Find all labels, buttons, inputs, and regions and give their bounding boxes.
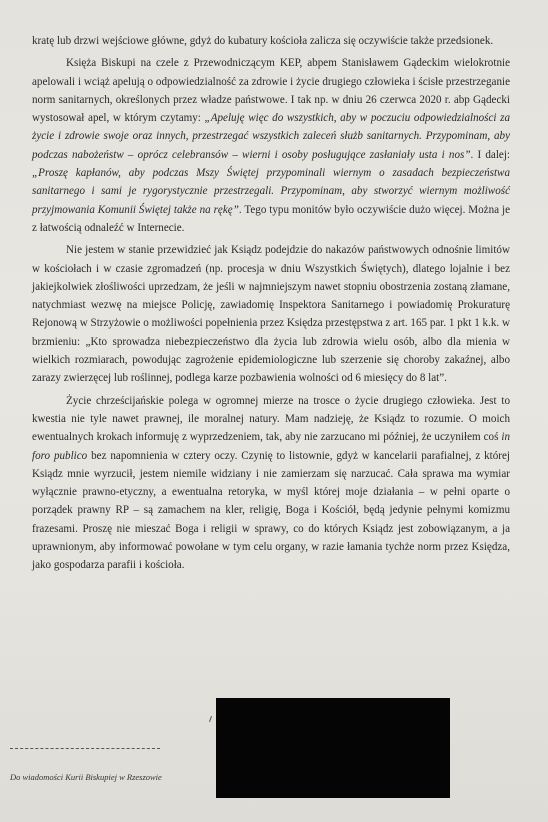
paragraph-continuation: kratę lub drzwi wejściowe główne, gdyż do kubatury kościoła zalicza się oczywiście także przedsionek. [32, 35, 494, 47]
quote-appeal-2: „Proszę kapłanów, aby podczas Mszy Świętej przypominali wiernym o zasadach bezpieczeństwa sanitarnego i sami je rygorystycznie przestrzegali. Przypominam, aby stworzyć wiernym możliwość przyjmowania Komunii Świętej także na rękę” [32, 167, 510, 216]
appeal-text-mid: . I dalej: [470, 148, 510, 161]
footnote-divider [10, 748, 160, 749]
latin-phrase: in foro publico [32, 431, 510, 462]
christian-text-end: bez napomnienia w cztery oczy. Czynię to listownie, gdyż w kancelarii parafialnej, z której Ksiądz mnie wyrzucił, jestem niemile widziany i nie zamierzam się narzucać. Cała sprawa ma wymiar wyłącznie prawno-etyczny, a ewentualna retoryka, w myśl której moje działania – w pełni oparte o porządek prawny RP – są zamachem na kler, religię, Boga i Kościół, będą jedynie pełnymi komizmu frazesami. Proszę nie mieszać Boga i religii w sprawy, co do których Ksiądz jest zobowiązanym, a ja uprawnionym, aby informować powołane w tym celu organy, w razie łamania tychże norm przez Księdza, jako gospodarza parafii i kościoła. [32, 449, 510, 572]
paragraph-warning: Nie jestem w stanie przewidzieć jak Ksiądz podejdzie do nakazów państwowych odnośnie limitów w kościołach i w czasie zgromadzeń (np. procesja w dniu Wszystkich Świętych), dlatego lojalnie i bez jakiejkolwiek złośliwości uprzedzam, że jeśli w najmniejszym nawet stopniu obostrzenia zostaną złamane, natychmiast wezwę na miejsce Policję, zawiadomię Inspektora Sanitarnego i powiadomię Prokuraturę Rejonową w Strzyżowie o możliwości popełnienia przez Księdza przestępstwa z art. 165 par. 1 pkt 1 k.k. w brzmieniu: „Kto sprowadza niebezpieczeństwo dla życia lub zdrowia wielu osób, albo dla mienia w wielkich rozmiarach, powodując zagrożenie epidemiologiczne lub szerzenie się choroby zakaźnej, albo zarazy zwierzęcej lub roślinnej, podlega karze pozbawienia wolności od 6 miesięcy do 8 lat”. [32, 244, 510, 385]
quote-appeal-1: „Apeluję więc do wszystkich, aby w poczuciu odpowiedzialności za życie i zdrowie swoje oraz innych, przestrzegać wszystkich zaleceń służb sanitarnych. Przypominam, aby podczas nabożeństw – oprócz celebransów – wierni i osoby posługujące zasłaniały usta i nos” [32, 112, 510, 161]
appeal-text-end: . Tego typu monitów było oczywiście dużo więcej. Można je z łatwością odnaleźć w Internecie. [32, 203, 511, 234]
signature-redaction-block [216, 698, 450, 798]
distribution-note: Do wiadomości Kurii Biskupiej w Rzeszowie [10, 772, 162, 782]
signature-tick-mark [209, 716, 212, 722]
letter-body [32, 32, 510, 575]
paragraph-bishops-appeal [32, 54, 510, 237]
paragraph-christian-life [32, 392, 510, 575]
christian-text-start: Życie chrześcijańskie polega w ogromnej mierze na trosce o życie drugiego człowieka. Jest to kwestia nie tyle nawet prawnej, ile moralnej natury. Mam nadzieję, że Ksiądz to rozumie. O moich ewentualnych krokach informuję z wyprzedzeniem, tak, aby nie zarzucano mi później, że uczyniłem coś [32, 394, 510, 444]
appeal-text-start: Księża Biskupi na czele z Przewodniczącym KEP, abpem Stanisławem Gądeckim wielokrotnie apelowali i wciąż apelują o odpowiedzialność za zdrowie i życie drugiego człowieka i ścisłe przestrzeganie norm sanitarnych, określonych przez władze państwowe. I tak np. w dniu 26 czerwca 2020 r. abp Gądecki wystosował apel, w którym czytamy: [32, 57, 510, 125]
